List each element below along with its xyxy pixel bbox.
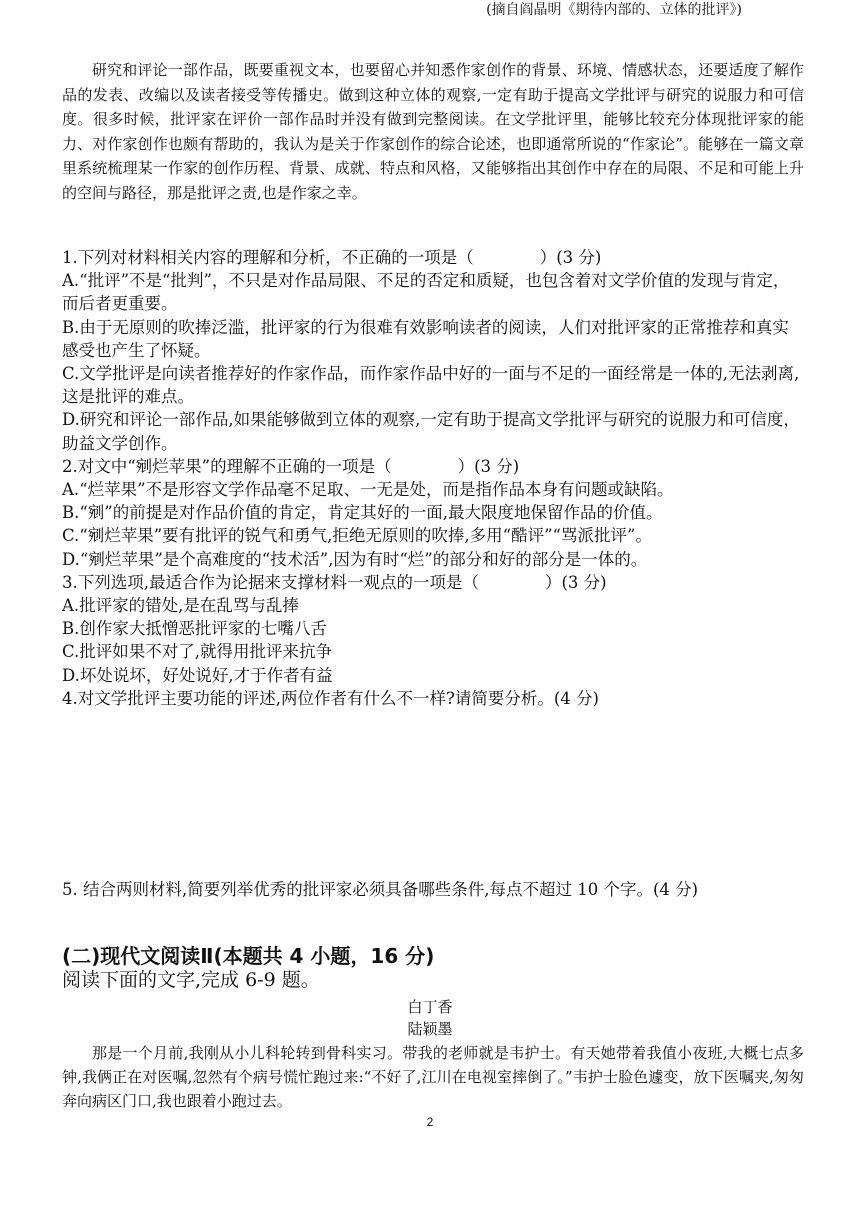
question-3-option-d: D.坏处说坏，好处说好,才于作者有益 xyxy=(62,665,333,685)
question-1-option-d: D.研究和评论一部作品,如果能够做到立体的观察,一定有助于提高文学批评与研究的说服力和可信度，助益文学创作。 xyxy=(62,410,800,453)
passage-paragraph: 研究和评论一部作品，既要重视文本，也要留心并知悉作家创作的背景、环境、情感状态，还要适度了解作品的发表、改编以及读者接受等传播史。做到这种立体的观察,一定有助于提高文学批评与研究的说服力和可信度。很多时候，批评家在评价一部作品时并没有做到完整阅读。在文学批评里，能够比较充分体现批评家的能力、对作家创作也颇有帮助的，我认为是关于作家创作的综合论述，也即通常所说的“作家论”。能够在一篇文章里系统梳理某一作家的创作历程、背景、成就、特点和风格，又能够指出其创作中存在的局限、不足和可能上升的空间与路径，那是批评之责,也是作家之幸。 xyxy=(62,61,804,202)
question-5-stem: 5. 结合两则材料,简要列举优秀的批评家必须具备哪些条件,每点不超过 10 个字。(4 分) xyxy=(62,880,699,899)
question-3-stem: 3.下列选项,最适合作为论据来支撑材料一观点的一项是（ ）(3 分) xyxy=(62,572,607,592)
story-author: 陆颖墨 xyxy=(407,1020,453,1038)
question-1-option-b: B.由于无原则的吹捧泛滥，批评家的行为很难有效影响读者的阅读，人们对批评家的正常推荐和真实感受也产生了怀疑。 xyxy=(62,317,789,360)
question-3-option-b: B.创作家大抵憎恶批评家的七嘴八舌 xyxy=(62,619,327,639)
question-1-option-c: C.文学批评是向读者推荐好的作家作品，而作家作品中好的一面与不足的一面经常是一体的,无法剥离,这是批评的难点。 xyxy=(62,364,800,407)
section-heading: (二)现代文阅读Ⅱ(本题共 4 小题，16 分) xyxy=(62,944,435,968)
question-1-option-a: A.“批评”不是“批判”，不只是对作品局限、不足的否定和质疑，也包含着对文学价值的发现与肯定，而后者更重要。 xyxy=(62,271,790,314)
question-list xyxy=(62,246,804,710)
passage-source: (摘自阎晶明《期待内部的、立体的批评》) xyxy=(486,2,742,18)
question-2-option-b: B.“剜”的前提是对作品价值的肯定，肯定其好的一面,最大限度地保留作品的价值。 xyxy=(62,503,663,523)
section-instruction: 阅读下面的文字,完成 6-9 题。 xyxy=(62,969,320,991)
story-title: 白丁香 xyxy=(407,998,453,1016)
question-1-stem: 1.下列对材料相关内容的理解和分析，不正确的一项是（ ）(3 分) xyxy=(62,248,602,267)
question-2-option-c: C.“剜烂苹果”要有批评的锐气和勇气,拒绝无原则的吹捧,多用“酷评”“骂派批评”。 xyxy=(62,526,652,546)
question-3-option-c: C.批评如果不对了,就得用批评来抗争 xyxy=(62,642,333,662)
question-2-option-a: A.“烂苹果”不是形容文学作品毫不足取、一无是处，而是指作品本身有问题或缺陷。 xyxy=(62,480,674,500)
story-paragraph: 那是一个月前,我刚从小儿科轮转到骨科实习。带我的老师就是韦护士。有天她带着我值小夜班,大概七点多钟,我俩正在对医嘱,忽然有个病号慌忙跑过来:“不好了,江川在电视室摔倒了。”韦护士脸色遽变，放下医嘱夹,匆匆奔向病区门口,我也跟着小跑过去。 xyxy=(62,1044,804,1110)
question-3-option-a: A.批评家的错处,是在乱骂与乱捧 xyxy=(62,596,299,616)
question-2-option-d: D.“剜烂苹果”是个高难度的“技术活”,因为有时“烂”的部分和好的部分是一体的。 xyxy=(62,549,648,569)
question-2-stem: 2.对文中“剜烂苹果”的理解不正确的一项是（ ）(3 分) xyxy=(62,456,520,476)
question-4-stem: 4.对文学批评主要功能的评述,两位作者有什么不一样?请简要分析。(4 分) xyxy=(62,688,599,708)
page-number: 2 xyxy=(426,1115,434,1129)
